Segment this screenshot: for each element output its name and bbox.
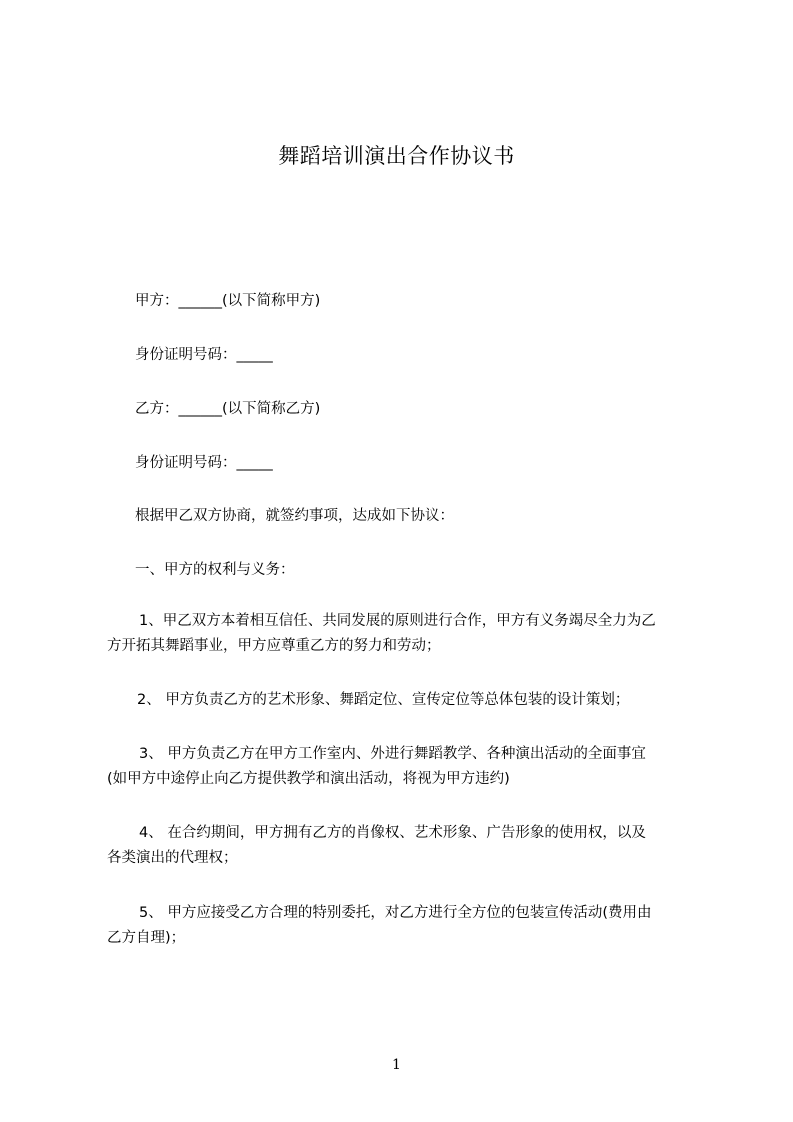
clause-4-line-2: 各类演出的代理权；: [107, 850, 238, 866]
clause-1-line-2: 方开拓其舞蹈事业，甲方应尊重乙方的努力和劳动；: [107, 638, 441, 654]
clause-1: [107, 609, 707, 659]
document-title: 舞蹈培训演出合作协议书: [278, 144, 515, 168]
party-b-id-line: 身份证明号码：_____: [135, 455, 273, 471]
clause-5-line-1: 5、 甲方应接受乙方合理的特别委托，对乙方进行全方位的包装宣传活动(费用由: [139, 905, 652, 921]
preamble-line: 根据甲乙双方协商，就签约事项，达成如下协议：: [135, 508, 454, 524]
party-b-line: 乙方：______(以下简称乙方): [135, 401, 321, 417]
party-a-id-line: 身份证明号码：_____: [135, 347, 273, 363]
clause-4-line-1: 4、 在合约期间，甲方拥有乙方的肖像权、艺术形象、广告形象的使用权，以及: [139, 825, 646, 841]
clause-4: [107, 821, 707, 871]
clause-1-line-1: 1、甲乙双方本着相互信任、共同发展的原则进行合作，甲方有义务竭尽全力为乙: [139, 613, 656, 629]
section-heading: 一、甲方的权利与义务：: [135, 562, 295, 578]
clause-5: [107, 901, 707, 951]
clause-3-line-1: 3、 甲方负责乙方在甲方工作室内、外进行舞蹈教学、各种演出活动的全面事宜: [139, 746, 646, 762]
clause-3-line-2: (如甲方中途停止向乙方提供教学和演出活动，将视为甲方违约): [107, 771, 510, 787]
clause-2-line-1: 2、 甲方负责乙方的艺术形象、舞蹈定位、宣传定位等总体包装的设计策划；: [137, 692, 630, 708]
party-a-line: 甲方：______(以下简称甲方): [135, 293, 321, 309]
clause-2: [107, 688, 707, 713]
page-number: 1: [392, 1057, 401, 1073]
clause-5-line-2: 乙方自理)；: [107, 930, 186, 946]
clause-3: [107, 742, 707, 792]
